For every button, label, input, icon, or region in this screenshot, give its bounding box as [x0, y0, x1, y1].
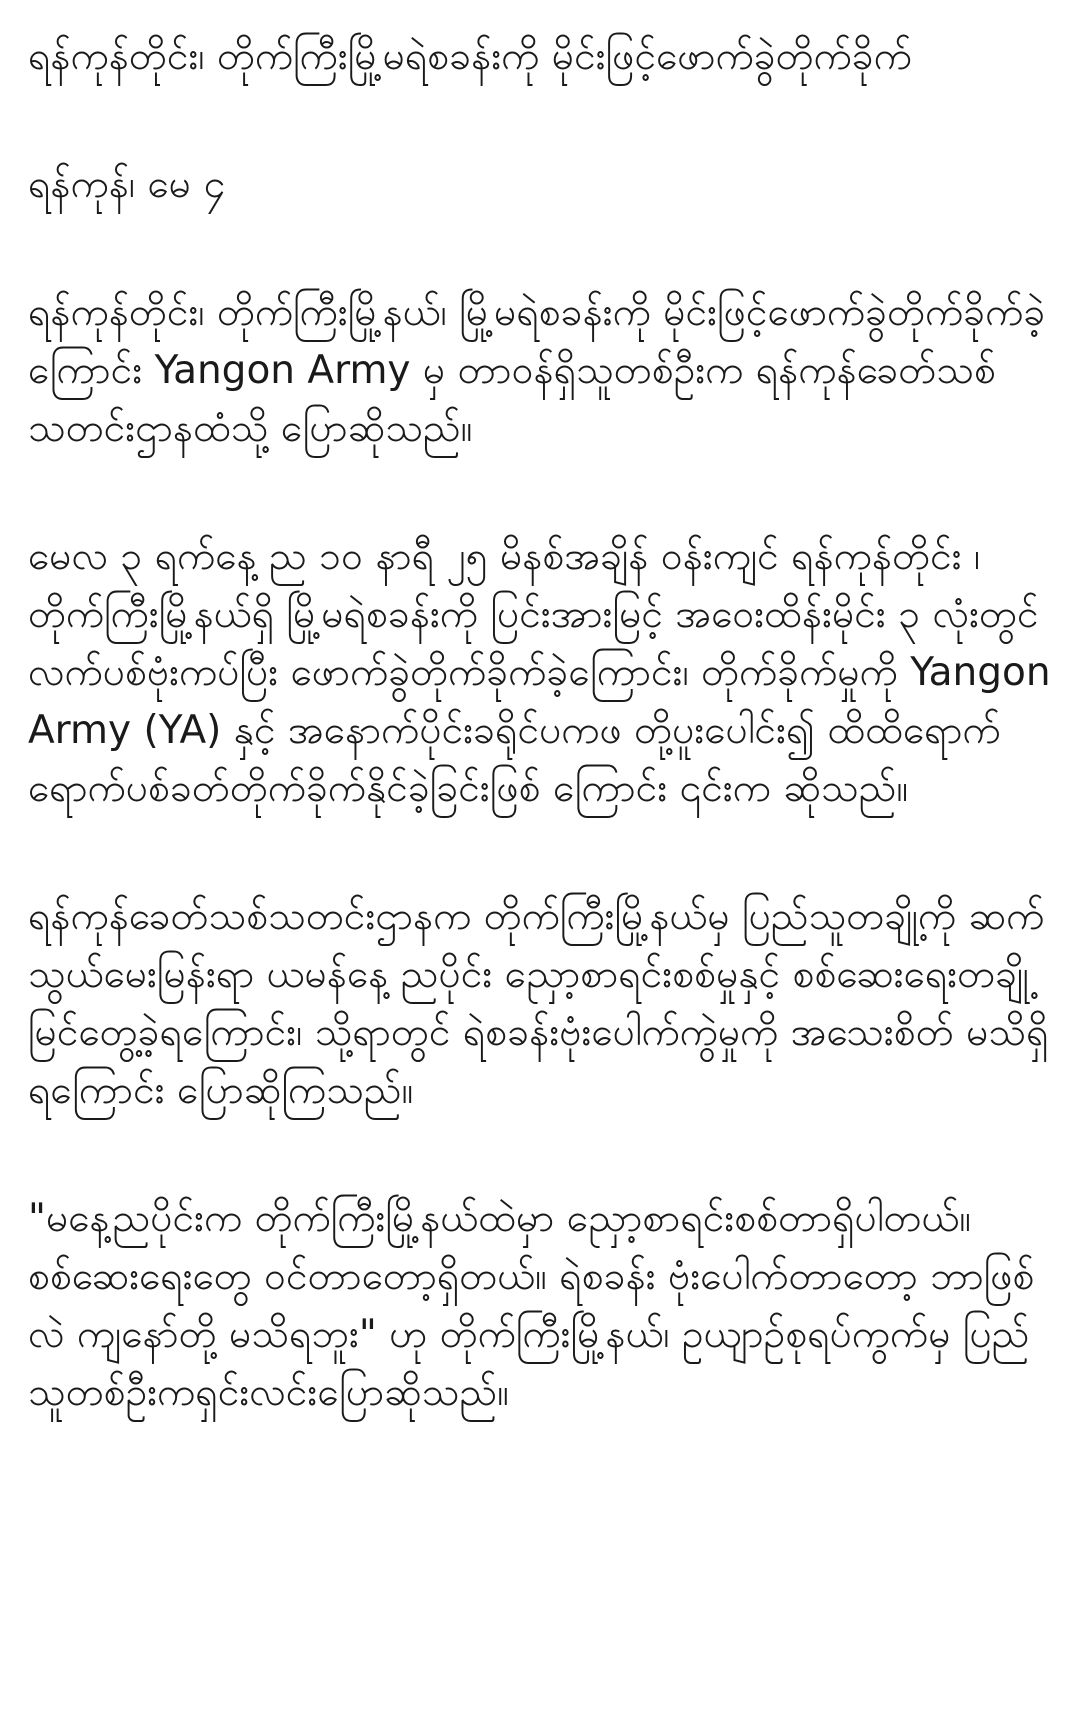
paragraph-2: မေလ ၃ ရက်နေ့ ည ၁၀ နာရီ ၂၅ မိနစ်အချိန် ဝန်းကျင် ရန်ကုန်တိုင်း ၊ တိုက်ကြီးမြို့နယ်ရှိ မြို့မရဲစခန်းကို ပြင်းအားမြင့် အဝေးထိန်းမိုင်း ၃ လုံးတွင်လက်ပစ်ဗုံးကပ်ပြီး ဖောက်ခွဲတိုက်ခိုက်ခဲ့ကြောင်း၊ တိုက်ခိုက်မှုကို Yangon Army (YA) နှင့် အနောက်ပိုင်းခရိုင်ပကဖ တို့ပူးပေါင်း၍ ထိထိရောက်ရောက်ပစ်ခတ်တိုက်ခိုက်နိုင်ခဲ့ခြင်းဖြစ် ကြောင်း ၎င်းက ဆိုသည်။ — [28, 534, 1051, 811]
headline: ရန်ကုန်တိုင်း၊ တိုက်ကြီးမြို့မရဲစခန်းကို မိုင်းဖြင့်ဖောက်ခွဲတိုက်ခိုက် — [28, 34, 912, 79]
paragraph-3: ရန်ကုန်ခေတ်သစ်သတင်းဌာနက တိုက်ကြီးမြို့နယ်မှ ပြည်သူတချို့ကို ဆက်သွယ်မေးမြန်းရာ ယမန်နေ့ ညပိုင်း ညှော့စာရင်းစစ်မှုနှင့် စစ်ဆေးရေးတချို့ မြင်တွေ့ခဲ့ရကြောင်း၊ သို့ရာတွင် ရဲစခန်းဗုံးပေါက်ကွဲမှုကို အသေးစိတ် မသိရှိရကြောင်း ပြောဆိုကြသည်။ — [28, 894, 1049, 1113]
article — [28, 28, 1058, 1422]
paragraph-4: "မနေ့ညပိုင်းက တိုက်ကြီးမြို့နယ်ထဲမှာ ညှော့စာရင်းစစ်တာရှိပါတယ်။ စစ်ဆေးရေးတွေ ဝင်တာတော့ရှိတယ်။ ရဲစခန်း ဗုံးပေါက်တာတော့ ဘာဖြစ်လဲ ကျနော်တို့ မသိရဘူး" ဟု တိုက်ကြီးမြို့နယ်၊ ဥယျာဉ်စုရပ်ကွက်မှ ပြည်သူတစ်ဦးကရှင်းလင်းပြောဆိုသည်။ — [28, 1196, 1035, 1415]
dateline: ရန်ကုန်၊ မေ ၄ — [28, 162, 226, 207]
paragraph-1: ရန်ကုန်တိုင်း၊ တိုက်ကြီးမြို့နယ်၊ မြို့မရဲစခန်းကို မိုင်းဖြင့်ဖောက်ခွဲတိုက်ခိုက်ခဲ့ကြောင်း Yangon Army မှ တာဝန်ရှိသူတစ်ဦးက ရန်ကုန်ခေတ်သစ်သတင်းဌာနထံသို့ ပြောဆိုသည်။ — [28, 290, 1046, 451]
